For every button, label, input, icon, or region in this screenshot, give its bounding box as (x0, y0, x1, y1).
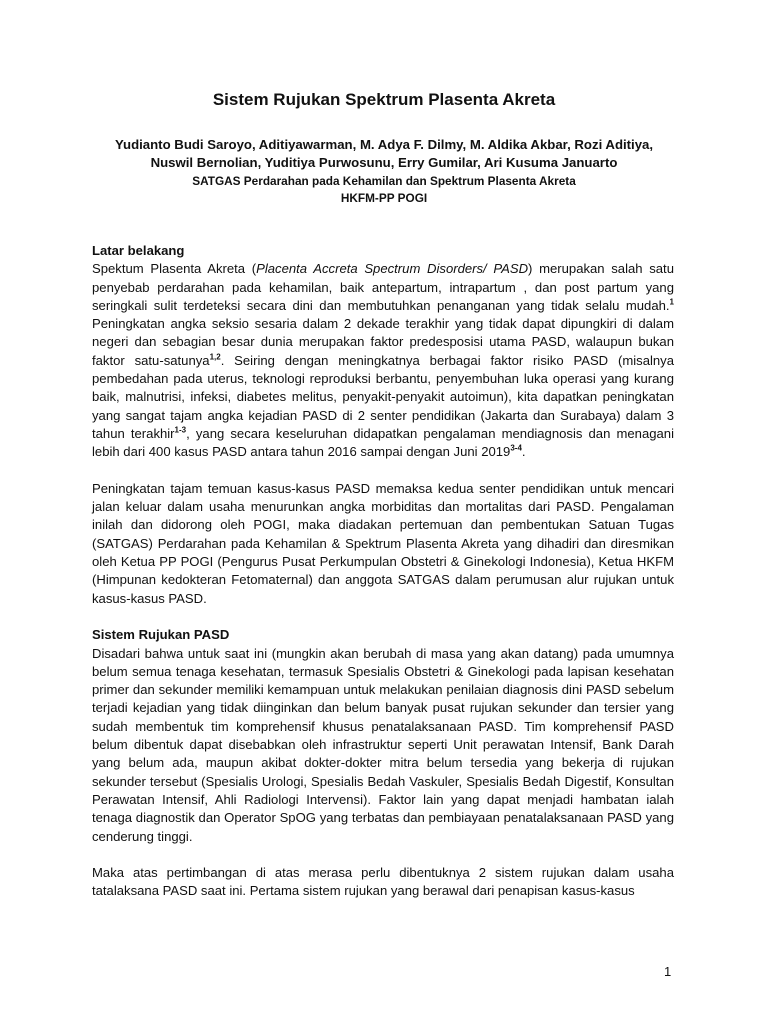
authors-line-2: Nuswil Bernolian, Yuditiya Purwosunu, Erry Gumilar, Ari Kusuma Januarto (150, 155, 618, 170)
document-body (92, 242, 674, 919)
paragraph-referral-1: Disadari bahwa untuk saat ini (mungkin akan berubah di masa yang akan datang) pada umumnya belum semua tenaga kesehatan, termasuk Spesialis Obstetri & Ginekologi pada lapisan kesehatan primer dan sekunder memiliki kemampuan untuk melakukan penilaian diagnosis dini PASD sebelum terjadi kejadian yang tidak diinginkan dan belum banyak pusat rujukan sekunder dan tersier yang sudah membentuk tim komprehensif khusus penatalaksanaan PASD. Tim komprehensif PASD belum dibentuk dapat disebabkan oleh infrastruktur seperti Unit perawatan Intensif, Bank Darah yang belum ada, maupun akibat dokter-dokter mitra belum tersedia yang bekerja di rujukan sekunder tersebut (Spesialis Urologi, Spesialis Bedah Vaskuler, Spesialis Bedah Digestif, Konsultan Perawatan Intensif, Ahli Radiologi Intervensi). Faktor lain yang dapat menjadi hambatan ialah tenaga diagnostik dan Operator SpOG yang terbatas dan pembiayaan penatalaksanaan PASD yang cenderung tinggi. (92, 645, 674, 844)
affiliation-line-1: SATGAS Perdarahan pada Kehamilan dan Spektrum Plasenta Akreta (192, 174, 576, 188)
paragraph-referral-2: Maka atas pertimbangan di atas merasa perlu dibentuknya 2 sistem rujukan dalam usaha tatalaksana PASD saat ini. Pertama sistem rujukan yang berawal dari penapisan kasus-kasus (92, 865, 674, 899)
document-title: Sistem Rujukan Spektrum Plasenta Akreta (212, 90, 556, 109)
citation-superscript: 3-4 (510, 443, 522, 453)
citation-superscript: 1 (669, 297, 674, 307)
affiliation (60, 173, 708, 207)
italic-term: Placenta Accreta Spectrum Disorders/ PASD (256, 261, 529, 277)
text-segment: ) merupakan salah satu penyebab perdarahan pada kehamilan, baik antepartum, intrapartum , dan post partum yang seringkali sulit terdeteksi secara dini dan membutuhkan penanganan yang tidak selalu mudah. (92, 261, 674, 313)
author-list (60, 136, 708, 172)
text-segment: . (521, 444, 526, 460)
text-segment: Peningkatan angka seksio sesaria dalam 2 dekade terakhir yang tidak dapat dipungkiri di dalam negeri dan sebagian besar dunia merupakan faktor predesposisi utama PASD, walaupun bukan faktor satu-satunya (92, 316, 674, 368)
text-segment: . Seiring dengan meningkatnya berbagai faktor risiko PASD (misalnya pembedahan pada uterus, teknologi reproduksi berbantu, penyembuhan luka operasi yang kurang baik, malnutrisi, infeksi, diabetes melitus, penyakit-penyakit autoimun), kita dapatkan peningkatan yang sangat tajam angka kejadian PASD di 2 senter pendidikan (Jakarta dan Surabaya) dalam 3 tahun terakhir (92, 352, 674, 441)
paragraph-background-1 (92, 260, 674, 461)
paragraph-background-2: Peningkatan tajam temuan kasus-kasus PASD memaksa kedua senter pendidikan untuk mencari jalan keluar dalam usaha menurunkan angka morbiditas dan mortalitas dari PASD. Pengalaman inilah dan didorong oleh POGI, maka diadakan pertemuan dan pembentukan Satuan Tugas (SATGAS) Perdarahan pada Kehamilan & Spektrum Plasenta Akreta yang dihadiri dan diresmikan oleh Ketua PP POGI (Pengurus Pusat Perkumpulan Obstetri & Ginekologi Indonesia), Ketua HKFM (Himpunan kedokteran Fetomaternal) dan anggota SATGAS dalam perumusan alur rujukan untuk kasus-kasus PASD. (92, 480, 674, 606)
page-number: 1 (664, 964, 672, 979)
text-segment: , yang secara keseluruhan didapatkan pengalaman mendiagnosis dan menagani lebih dari 400 kasus PASD antara tahun 2016 sampai dengan Juni 2019 (92, 425, 674, 460)
text-segment: Spektum Plasenta Akreta ( (92, 261, 257, 277)
section-heading-latar-belakang: Latar belakang (92, 243, 185, 258)
affiliation-line-2: HKFM-PP POGI (340, 191, 428, 205)
citation-superscript: 1,2 (209, 352, 221, 362)
authors-line-1: Yudianto Budi Saroyo, Aditiyawarman, M. Adya F. Dilmy, M. Aldika Akbar, Rozi Aditiya, (114, 137, 654, 152)
citation-superscript: 1-3 (174, 425, 187, 435)
section-heading-sistem-rujukan: Sistem Rujukan PASD (92, 627, 230, 643)
